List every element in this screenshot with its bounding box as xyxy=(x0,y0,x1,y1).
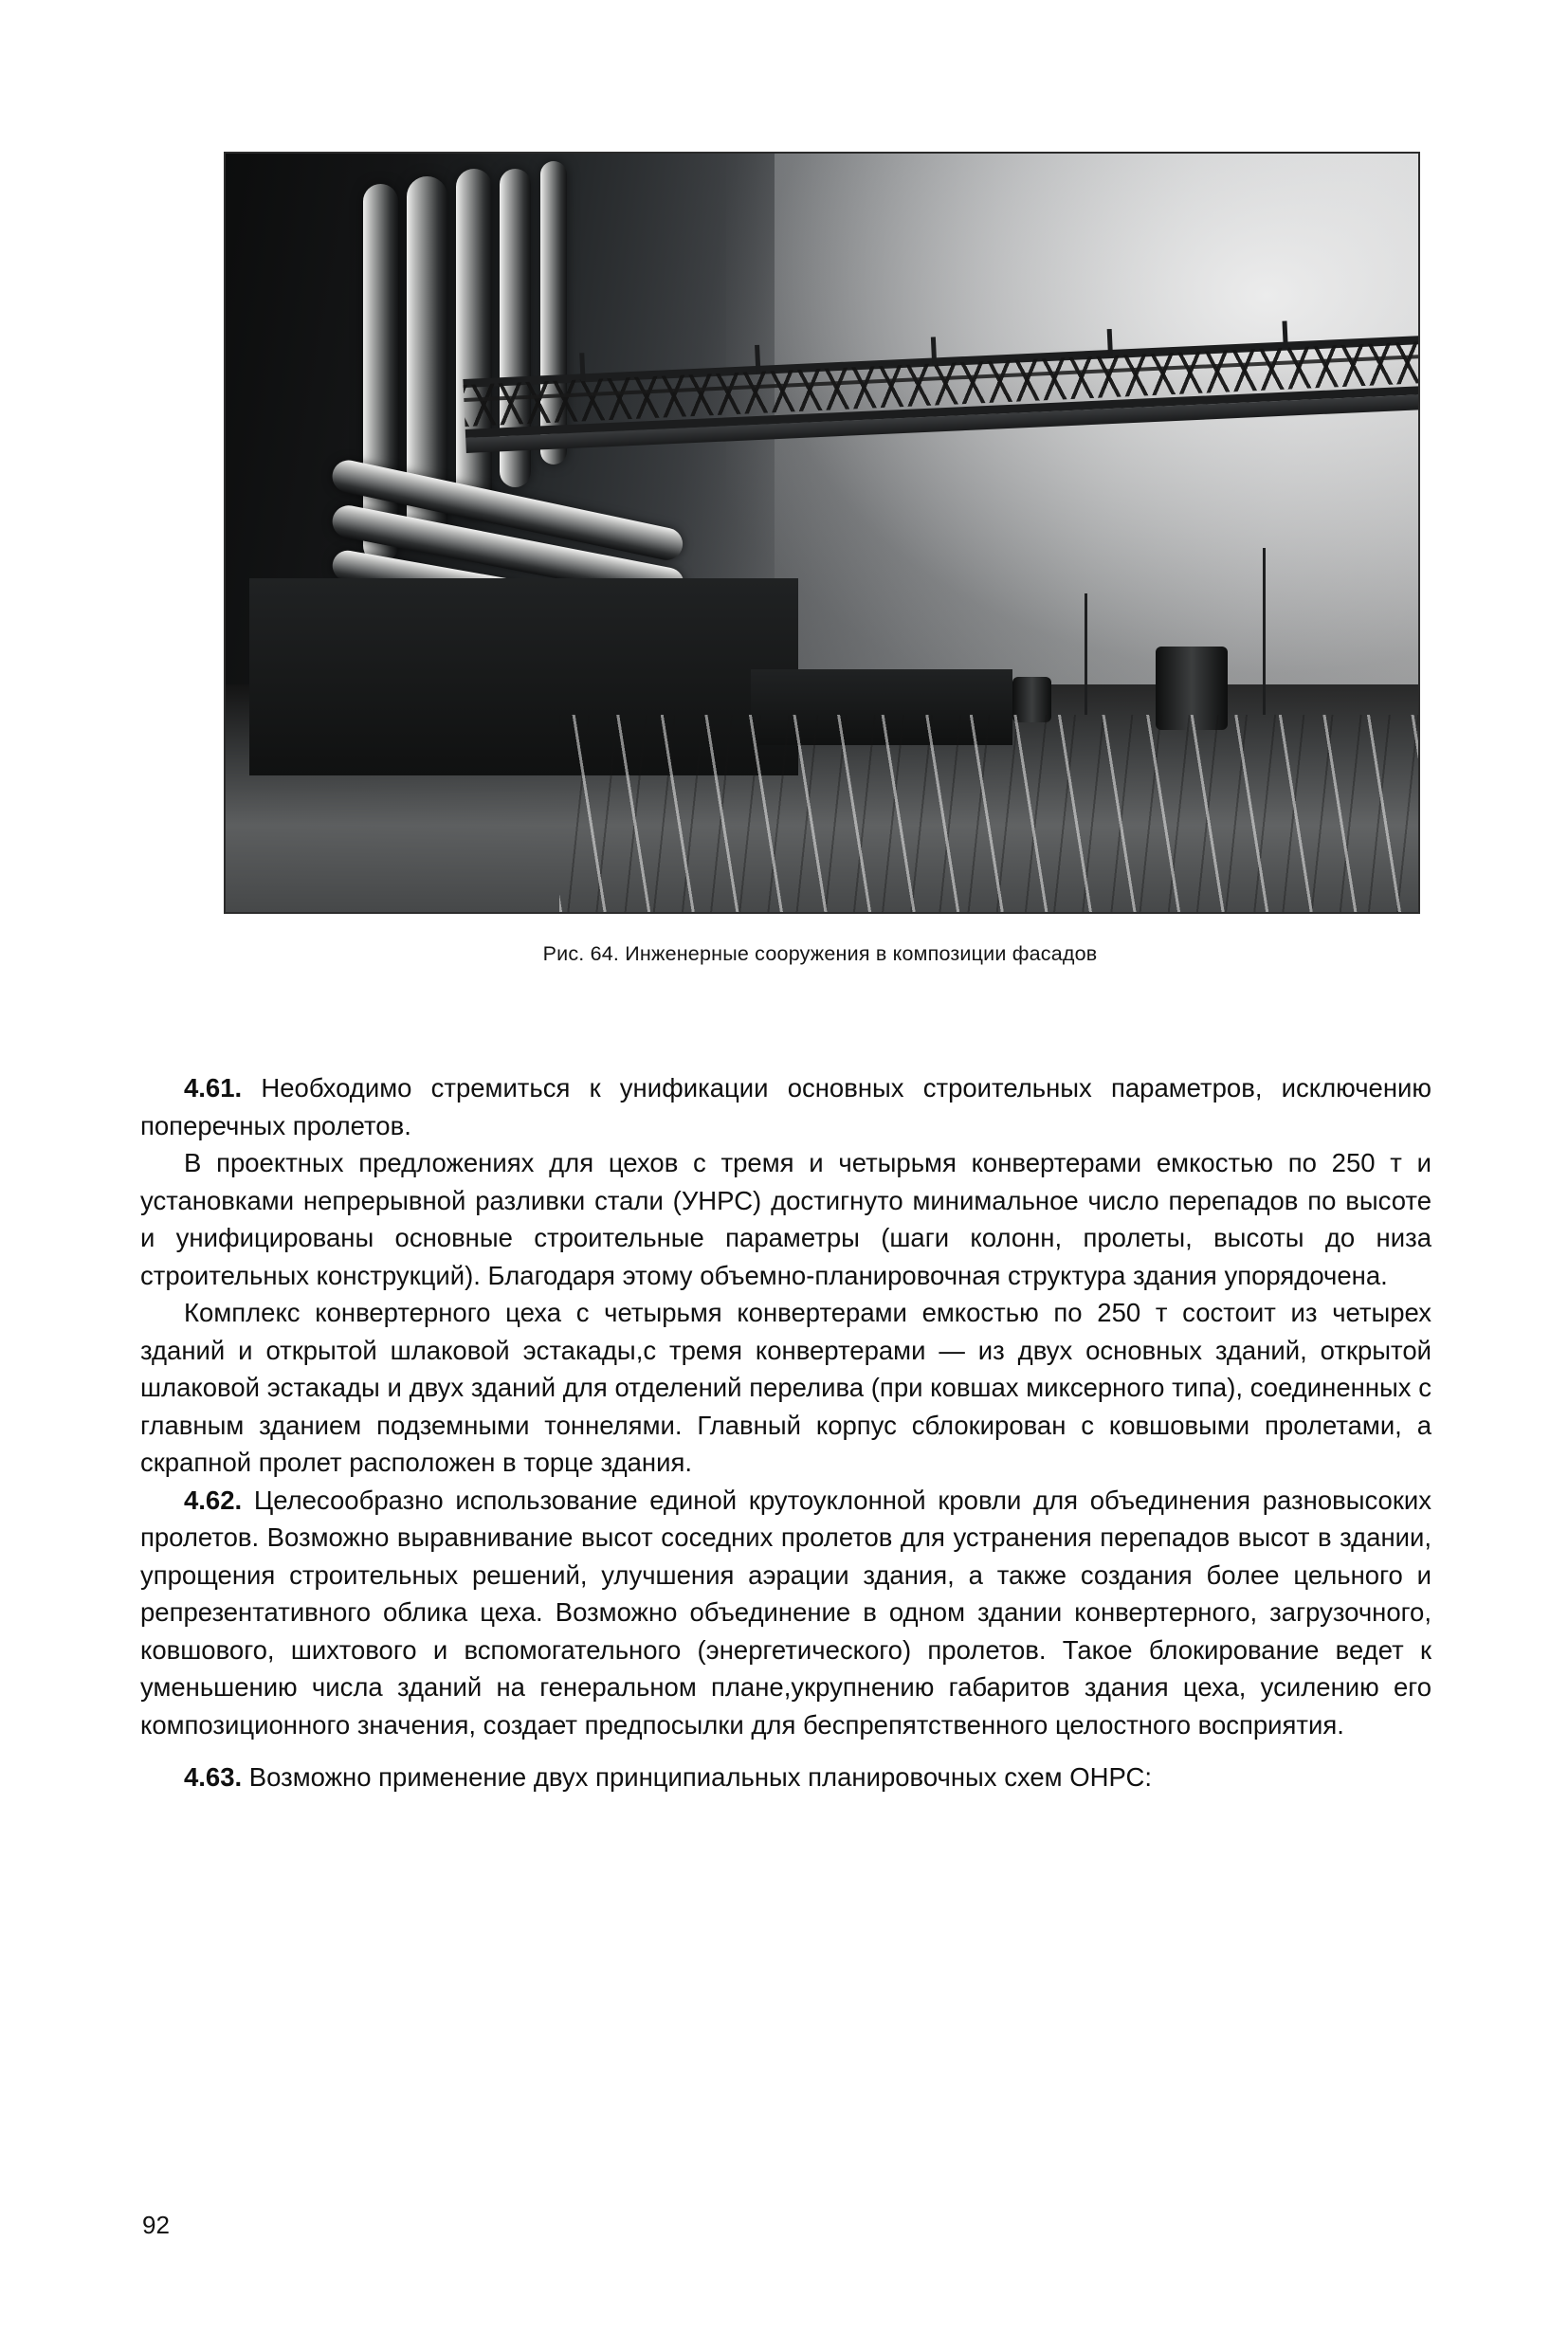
truss-post xyxy=(579,353,585,381)
photo-mast xyxy=(1263,548,1266,715)
figure-caption: Рис. 64. Инженерные сооружения в композиции фасадов xyxy=(542,942,1098,965)
paragraph-4-63 xyxy=(140,1759,1431,1796)
truss-post xyxy=(755,345,760,374)
paragraph-text: Комплекс конвертерного цеха с четырьмя конвертерами емкостью по 250 т состоит из четырех зданий и открытой шлаковой эстакады,с тремя конвертерами — из двух основных зданий, открытой шлаковой эстакады и двух зданий для отделений перелива (при ковшах миксерного типа), соединенных с главным зданием подземными тоннелями. Главный корпус сблокирован с ковшовыми пролетами, а скрапной пролет расположен в торце здания. xyxy=(140,1298,1431,1477)
paragraph-kompleks xyxy=(140,1294,1431,1482)
figure-photo xyxy=(224,152,1420,914)
photo-mast xyxy=(1085,593,1087,715)
photo-canvas xyxy=(226,154,1418,912)
paragraph-number: 4.63. xyxy=(184,1762,243,1792)
truss-post xyxy=(1283,321,1288,350)
paragraph-number: 4.62. xyxy=(184,1485,243,1515)
photo-railway-tracks xyxy=(559,715,1418,912)
paragraph-4-62 xyxy=(140,1482,1431,1744)
truss-post xyxy=(1106,329,1112,357)
body-text xyxy=(140,1069,1431,1796)
truss-post xyxy=(931,337,937,365)
paragraph-text: В проектных предложениях для цехов с тремя и четырьмя конвертерами емкостью по 250 т и установками непрерывной разливки стали (УНРС) достигнуто минимальное число перепадов по высоте и унифицированы основные строительные параметры (шаги колонн, пролеты, высоты до низа строительных конструкций). Благодаря этому объемно-планировочная структура здания упорядочена. xyxy=(140,1148,1431,1290)
figure-block xyxy=(224,152,1416,966)
paragraph-number: 4.61. xyxy=(184,1073,243,1103)
photo-pipe xyxy=(363,184,399,563)
paragraph-text: Необходимо стремиться к унификации основных строительных параметров, исключению поперечных пролетов. xyxy=(140,1073,1431,1140)
paragraph-4-61 xyxy=(140,1069,1431,1144)
paragraph-text: Целесообразно использование единой крутоуклонной кровли для объединения разновысоких пролетов. Возможно выравнивание высот соседних пролетов для устранения перепадов высот в здании, упрощения строительных решений, улучшения аэрации здания, а также создания более цельного и репрезентативного облика цеха. Возможно объединение в одном здании конвертерного, загрузочного, ковшового, шихтового и вспомогательного (энергетического) пролетов. Такое блокирование ведет к уменьшению числа зданий на генеральном плане,укрупнению габаритов здания цеха, усилению его композиционного значения, создает предпосылки для беспрепятственного целостного восприятия. xyxy=(140,1485,1431,1740)
photo-pipe xyxy=(456,169,492,518)
paragraph-proektnye xyxy=(140,1144,1431,1294)
paragraph-text: Возможно применение двух принципиальных планировочных схем ОНРС: xyxy=(242,1762,1153,1792)
page-number: 92 xyxy=(142,2211,170,2239)
